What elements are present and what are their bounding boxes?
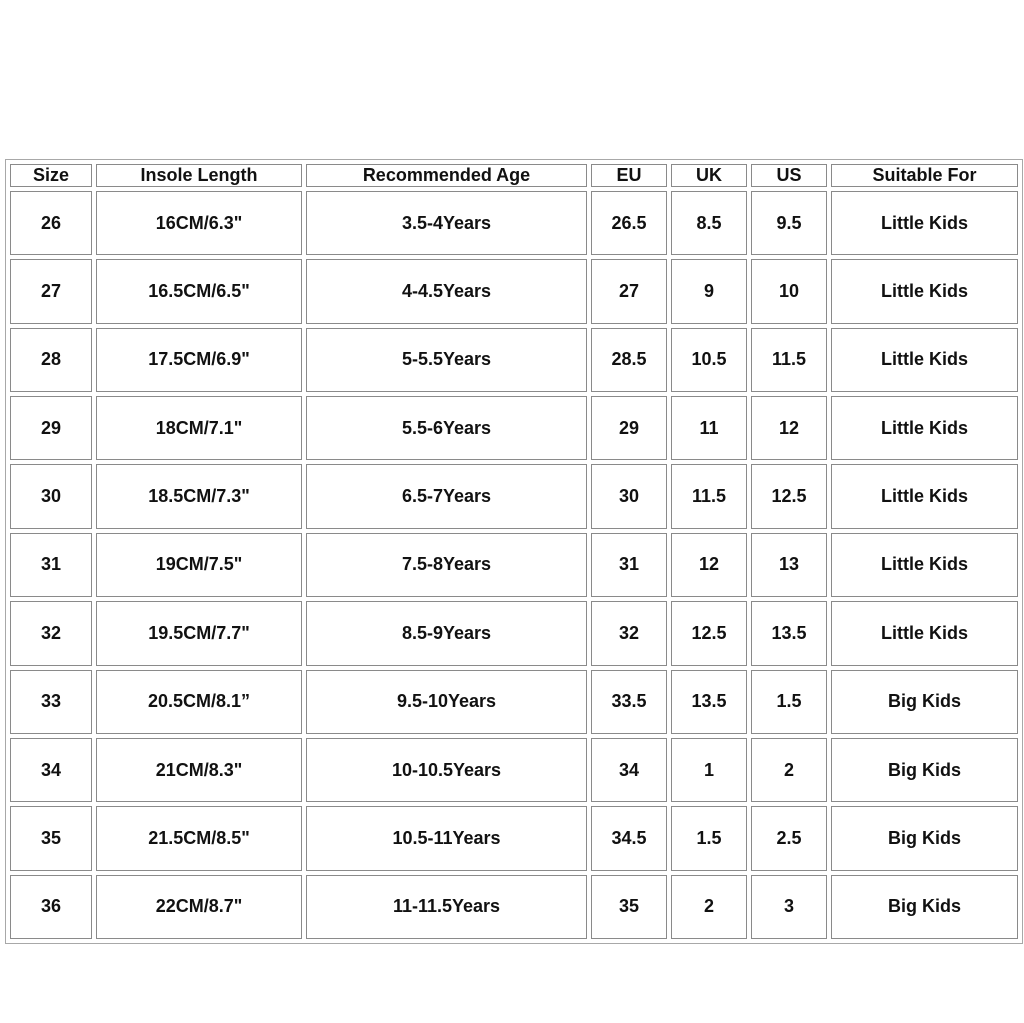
cell-us: 13.5: [751, 601, 827, 665]
cell-size: 32: [10, 601, 92, 665]
cell-uk: 12: [671, 533, 747, 597]
cell-suitable-for: Little Kids: [831, 328, 1018, 392]
cell-suitable-for: Little Kids: [831, 601, 1018, 665]
cell-uk: 12.5: [671, 601, 747, 665]
cell-recommended-age: 11-11.5Years: [306, 875, 587, 939]
cell-recommended-age: 3.5-4Years: [306, 191, 587, 255]
cell-size: 36: [10, 875, 92, 939]
table-row: [10, 875, 1018, 939]
cell-insole-length: 21.5CM/8.5": [96, 806, 302, 870]
table-row: [10, 533, 1018, 597]
cell-recommended-age: 6.5-7Years: [306, 464, 587, 528]
cell-size: 27: [10, 259, 92, 323]
cell-recommended-age: 5.5-6Years: [306, 396, 587, 460]
cell-eu: 28.5: [591, 328, 667, 392]
cell-us: 9.5: [751, 191, 827, 255]
cell-suitable-for: Big Kids: [831, 806, 1018, 870]
header-insole-length: Insole Length: [96, 164, 302, 187]
cell-size: 26: [10, 191, 92, 255]
cell-insole-length: 21CM/8.3": [96, 738, 302, 802]
header-uk: UK: [671, 164, 747, 187]
cell-suitable-for: Little Kids: [831, 396, 1018, 460]
cell-uk: 2: [671, 875, 747, 939]
header-size: Size: [10, 164, 92, 187]
table-body: [10, 191, 1018, 939]
size-chart-table: [5, 159, 1023, 944]
table-row: [10, 738, 1018, 802]
cell-eu: 35: [591, 875, 667, 939]
cell-us: 12.5: [751, 464, 827, 528]
header-us: US: [751, 164, 827, 187]
header-suitable-for: Suitable For: [831, 164, 1018, 187]
cell-recommended-age: 9.5-10Years: [306, 670, 587, 734]
cell-eu: 29: [591, 396, 667, 460]
cell-size: 31: [10, 533, 92, 597]
cell-eu: 34: [591, 738, 667, 802]
cell-eu: 31: [591, 533, 667, 597]
cell-us: 2: [751, 738, 827, 802]
cell-suitable-for: Big Kids: [831, 738, 1018, 802]
cell-suitable-for: Little Kids: [831, 191, 1018, 255]
cell-size: 34: [10, 738, 92, 802]
cell-uk: 13.5: [671, 670, 747, 734]
cell-us: 12: [751, 396, 827, 460]
cell-us: 11.5: [751, 328, 827, 392]
cell-size: 33: [10, 670, 92, 734]
cell-insole-length: 19CM/7.5": [96, 533, 302, 597]
table-row: [10, 670, 1018, 734]
cell-eu: 30: [591, 464, 667, 528]
cell-size: 35: [10, 806, 92, 870]
cell-size: 30: [10, 464, 92, 528]
cell-us: 1.5: [751, 670, 827, 734]
cell-suitable-for: Big Kids: [831, 875, 1018, 939]
cell-suitable-for: Little Kids: [831, 533, 1018, 597]
cell-suitable-for: Little Kids: [831, 464, 1018, 528]
cell-uk: 8.5: [671, 191, 747, 255]
table-row: [10, 191, 1018, 255]
cell-uk: 10.5: [671, 328, 747, 392]
cell-uk: 1: [671, 738, 747, 802]
cell-size: 29: [10, 396, 92, 460]
cell-us: 13: [751, 533, 827, 597]
cell-uk: 1.5: [671, 806, 747, 870]
cell-insole-length: 16.5CM/6.5": [96, 259, 302, 323]
cell-insole-length: 16CM/6.3": [96, 191, 302, 255]
cell-recommended-age: 8.5-9Years: [306, 601, 587, 665]
cell-insole-length: 18.5CM/7.3": [96, 464, 302, 528]
cell-size: 28: [10, 328, 92, 392]
cell-eu: 33.5: [591, 670, 667, 734]
cell-eu: 26.5: [591, 191, 667, 255]
cell-uk: 11.5: [671, 464, 747, 528]
cell-insole-length: 20.5CM/8.1”: [96, 670, 302, 734]
table-row: [10, 259, 1018, 323]
cell-suitable-for: Big Kids: [831, 670, 1018, 734]
cell-us: 3: [751, 875, 827, 939]
cell-insole-length: 19.5CM/7.7": [96, 601, 302, 665]
cell-uk: 11: [671, 396, 747, 460]
cell-recommended-age: 5-5.5Years: [306, 328, 587, 392]
header-row: [10, 164, 1018, 187]
table-row: [10, 328, 1018, 392]
cell-insole-length: 17.5CM/6.9": [96, 328, 302, 392]
table-row: [10, 396, 1018, 460]
table-row: [10, 806, 1018, 870]
cell-eu: 32: [591, 601, 667, 665]
cell-eu: 27: [591, 259, 667, 323]
cell-insole-length: 18CM/7.1": [96, 396, 302, 460]
header-recommended-age: Recommended Age: [306, 164, 587, 187]
header-eu: EU: [591, 164, 667, 187]
table-row: [10, 464, 1018, 528]
cell-insole-length: 22CM/8.7": [96, 875, 302, 939]
cell-recommended-age: 4-4.5Years: [306, 259, 587, 323]
cell-us: 2.5: [751, 806, 827, 870]
cell-recommended-age: 10-10.5Years: [306, 738, 587, 802]
table-row: [10, 601, 1018, 665]
cell-us: 10: [751, 259, 827, 323]
cell-uk: 9: [671, 259, 747, 323]
cell-eu: 34.5: [591, 806, 667, 870]
cell-recommended-age: 7.5-8Years: [306, 533, 587, 597]
cell-recommended-age: 10.5-11Years: [306, 806, 587, 870]
cell-suitable-for: Little Kids: [831, 259, 1018, 323]
